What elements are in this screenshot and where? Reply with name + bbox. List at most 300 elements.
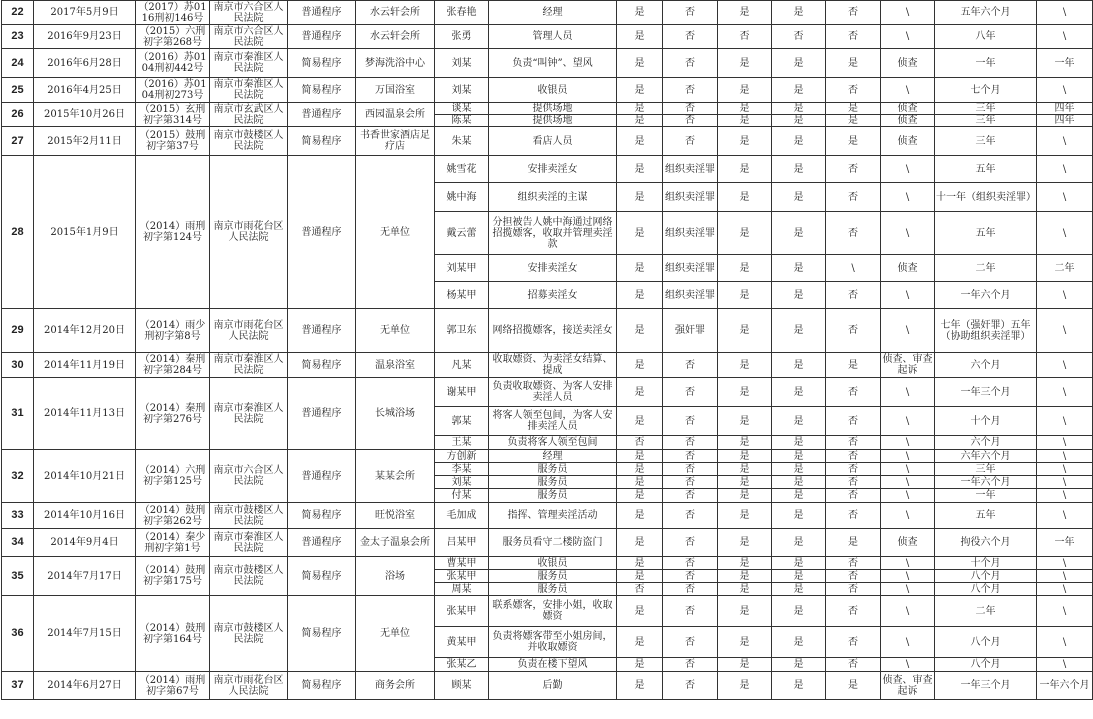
col-b: 否 xyxy=(663,529,718,557)
table-row xyxy=(2,156,1093,183)
court-name: 南京市秦淮区人民法院 xyxy=(210,378,288,450)
venue-name: 书香世家酒店足疗店 xyxy=(356,127,435,156)
col-c: 是 xyxy=(718,489,772,503)
sentence-term: 五年 xyxy=(935,212,1037,255)
table-row xyxy=(2,672,1093,700)
col-d: 是 xyxy=(772,672,826,700)
col-h: \ xyxy=(1037,156,1093,183)
col-a: 是 xyxy=(617,1,663,25)
col-d: 是 xyxy=(772,596,826,627)
procedure-type: 简易程序 xyxy=(288,596,356,672)
judgment-date: 2017年5月9日 xyxy=(34,1,136,25)
case-document-number: （2016）苏0104刑初442号 xyxy=(136,49,210,78)
col-h: \ xyxy=(1037,282,1093,309)
case-document-number: （2014）秦少刑初字第1号 xyxy=(136,529,210,557)
col-c: 是 xyxy=(718,183,772,212)
col-a: 是 xyxy=(617,127,663,156)
col-b: 否 xyxy=(663,78,718,103)
procedure-type: 普通程序 xyxy=(288,450,356,503)
col-a: 否 xyxy=(617,583,663,596)
role: 负责收取嫖资、为客人安排卖淫人员 xyxy=(489,378,617,407)
sentence-term: 五年六个月 xyxy=(935,1,1037,25)
col-a: 是 xyxy=(617,115,663,127)
court-name: 南京市鼓楼区人民法院 xyxy=(210,596,288,672)
col-e: 否 xyxy=(826,503,881,529)
role: 联系嫖客，安排小姐，收取嫖资 xyxy=(489,596,617,627)
col-a: 是 xyxy=(617,407,663,436)
judgment-date: 2015年1月9日 xyxy=(34,156,136,309)
col-d: 是 xyxy=(772,378,826,407)
defendant-name: 周某 xyxy=(435,583,489,596)
col-c: 是 xyxy=(718,627,772,658)
col-b: 强奸罪 xyxy=(663,309,718,353)
table-row xyxy=(2,353,1093,378)
table-row xyxy=(2,378,1093,407)
col-f: \ xyxy=(881,463,935,476)
defendant-name: 姚中海 xyxy=(435,183,489,212)
role: 后勤 xyxy=(489,672,617,700)
table-row xyxy=(2,49,1093,78)
case-number: 27 xyxy=(2,127,34,156)
col-d: 是 xyxy=(772,407,826,436)
procedure-type: 简易程序 xyxy=(288,49,356,78)
defendant-name: 凡某 xyxy=(435,353,489,378)
procedure-type: 普通程序 xyxy=(288,378,356,450)
case-table xyxy=(1,0,1093,700)
col-a: 是 xyxy=(617,255,663,282)
col-h: 四年 xyxy=(1037,103,1093,115)
defendant-name: 郭某 xyxy=(435,407,489,436)
col-c: 是 xyxy=(718,353,772,378)
procedure-type: 普通程序 xyxy=(288,529,356,557)
defendant-name: 毛加成 xyxy=(435,503,489,529)
col-a: 是 xyxy=(617,378,663,407)
case-document-number: （2014）雨少刑初字第8号 xyxy=(136,309,210,353)
defendant-name: 刘某 xyxy=(435,49,489,78)
col-f: 侦查 xyxy=(881,103,935,115)
col-d: 是 xyxy=(772,49,826,78)
col-e: 是 xyxy=(826,103,881,115)
sentence-term: 八个月 xyxy=(935,627,1037,658)
col-h: \ xyxy=(1037,1,1093,25)
col-h: 一年 xyxy=(1037,49,1093,78)
col-d: 是 xyxy=(772,436,826,450)
col-c: 是 xyxy=(718,282,772,309)
col-b: 组织卖淫罪 xyxy=(663,255,718,282)
col-a: 是 xyxy=(617,658,663,672)
col-e: 是 xyxy=(826,672,881,700)
sentence-term: 二年 xyxy=(935,255,1037,282)
sentence-term: 七个月 xyxy=(935,78,1037,103)
col-b: 否 xyxy=(663,436,718,450)
col-d: 否 xyxy=(772,25,826,49)
col-b: 否 xyxy=(663,127,718,156)
col-e: 否 xyxy=(826,596,881,627)
col-a: 是 xyxy=(617,183,663,212)
col-c: 是 xyxy=(718,557,772,570)
col-a: 是 xyxy=(617,78,663,103)
case-document-number: （2017）苏0116刑初146号 xyxy=(136,1,210,25)
col-f: \ xyxy=(881,596,935,627)
col-f: \ xyxy=(881,627,935,658)
col-a: 是 xyxy=(617,570,663,583)
col-b: 否 xyxy=(663,25,718,49)
table-row xyxy=(2,78,1093,103)
case-document-number: （2015）鼓刑初字第37号 xyxy=(136,127,210,156)
defendant-name: 顾某 xyxy=(435,672,489,700)
venue-name: 无单位 xyxy=(356,156,435,309)
table-row xyxy=(2,25,1093,49)
case-number: 24 xyxy=(2,49,34,78)
role: 负责在楼下望风 xyxy=(489,658,617,672)
case-document-number: （2014）六刑初字第125号 xyxy=(136,450,210,503)
col-e: 否 xyxy=(826,570,881,583)
col-b: 否 xyxy=(663,407,718,436)
case-number: 28 xyxy=(2,156,34,309)
venue-name: 某某会所 xyxy=(356,450,435,503)
col-f: \ xyxy=(881,25,935,49)
col-d: 是 xyxy=(772,78,826,103)
col-e: 否 xyxy=(826,212,881,255)
venue-name: 浴场 xyxy=(356,557,435,596)
court-name: 南京市鼓楼区人民法院 xyxy=(210,557,288,596)
table-body xyxy=(2,1,1093,700)
col-c: 是 xyxy=(718,476,772,489)
sentence-term: 三年 xyxy=(935,103,1037,115)
col-a: 是 xyxy=(617,529,663,557)
col-h: \ xyxy=(1037,476,1093,489)
sentence-term: 五年 xyxy=(935,156,1037,183)
defendant-name: 郭卫东 xyxy=(435,309,489,353)
col-d: 是 xyxy=(772,658,826,672)
col-f: \ xyxy=(881,156,935,183)
case-number: 23 xyxy=(2,25,34,49)
col-c: 是 xyxy=(718,49,772,78)
role: 收银员 xyxy=(489,557,617,570)
col-h: \ xyxy=(1037,212,1093,255)
table-row xyxy=(2,596,1093,627)
col-a: 是 xyxy=(617,450,663,463)
col-e: \ xyxy=(826,255,881,282)
role: 分担被告人姚中海通过网络招揽嫖客，收取并管理卖淫款 xyxy=(489,212,617,255)
role: 经理 xyxy=(489,1,617,25)
col-c: 是 xyxy=(718,309,772,353)
col-e: 否 xyxy=(826,463,881,476)
role: 提供场地 xyxy=(489,115,617,127)
col-f: 侦查 xyxy=(881,127,935,156)
col-d: 是 xyxy=(772,1,826,25)
defendant-name: 张某甲 xyxy=(435,570,489,583)
col-e: 是 xyxy=(826,127,881,156)
court-name: 南京市雨花台区人民法院 xyxy=(210,309,288,353)
col-h: \ xyxy=(1037,78,1093,103)
venue-name: 万国浴室 xyxy=(356,78,435,103)
col-c: 是 xyxy=(718,78,772,103)
col-f: 侦查 xyxy=(881,529,935,557)
col-f: \ xyxy=(881,183,935,212)
role: 提供场地 xyxy=(489,103,617,115)
col-b: 否 xyxy=(663,627,718,658)
venue-name: 商务会所 xyxy=(356,672,435,700)
case-document-number: （2015）六刑初字第268号 xyxy=(136,25,210,49)
sentence-term: 七年（强奸罪）五年（协助组织卖淫罪） xyxy=(935,309,1037,353)
col-e: 是 xyxy=(826,353,881,378)
court-name: 南京市雨花台区人民法院 xyxy=(210,672,288,700)
col-a: 否 xyxy=(617,436,663,450)
col-a: 是 xyxy=(617,25,663,49)
col-c: 是 xyxy=(718,658,772,672)
col-f: \ xyxy=(881,212,935,255)
col-e: 否 xyxy=(826,436,881,450)
col-b: 否 xyxy=(663,103,718,115)
defendant-name: 谈某 xyxy=(435,103,489,115)
case-number: 29 xyxy=(2,309,34,353)
venue-name: 无单位 xyxy=(356,309,435,353)
col-f: 侦查、审查起诉 xyxy=(882,354,933,376)
case-document-number: （2014）秦刑初字第276号 xyxy=(136,378,210,450)
defendant-name: 吕某甲 xyxy=(435,529,489,557)
sentence-term: 一年 xyxy=(935,489,1037,503)
col-h: 四年 xyxy=(1037,115,1093,127)
defendant-name: 方创新 xyxy=(435,450,489,463)
col-a: 是 xyxy=(617,103,663,115)
sentence-term: 十一年（组织卖淫罪） xyxy=(935,183,1037,212)
procedure-type: 普通程序 xyxy=(288,309,356,353)
judgment-date: 2016年9月23日 xyxy=(34,25,136,49)
col-d: 是 xyxy=(772,529,826,557)
col-c: 是 xyxy=(718,156,772,183)
judgment-date: 2015年2月11日 xyxy=(34,127,136,156)
case-number: 22 xyxy=(2,1,34,25)
court-name: 南京市雨花台区人民法院 xyxy=(210,156,288,309)
case-document-number: （2014）鼓刑初字第164号 xyxy=(136,596,210,672)
col-c: 是 xyxy=(718,127,772,156)
col-c: 否 xyxy=(718,25,772,49)
col-c: 是 xyxy=(718,596,772,627)
judgment-date: 2015年10月26日 xyxy=(34,103,136,127)
col-c: 是 xyxy=(718,503,772,529)
table-row xyxy=(2,529,1093,557)
col-h: \ xyxy=(1037,127,1093,156)
col-b: 否 xyxy=(663,489,718,503)
col-c: 是 xyxy=(718,672,772,700)
court-name: 南京市鼓楼区人民法院 xyxy=(210,503,288,529)
case-number: 35 xyxy=(2,557,34,596)
role: 网络招揽嫖客，接送卖淫女 xyxy=(489,309,617,353)
sentence-term: 八个月 xyxy=(935,583,1037,596)
procedure-type: 普通程序 xyxy=(288,25,356,49)
judgment-date: 2014年12月20日 xyxy=(34,309,136,353)
defendant-name: 刘某 xyxy=(435,78,489,103)
role: 安排卖淫女 xyxy=(489,156,617,183)
case-number: 32 xyxy=(2,450,34,503)
sentence-term: 八个月 xyxy=(935,658,1037,672)
judgment-date: 2014年11月19日 xyxy=(34,353,136,378)
col-e: 否 xyxy=(826,156,881,183)
col-d: 是 xyxy=(772,583,826,596)
judgment-date: 2014年6月27日 xyxy=(34,672,136,700)
col-b: 否 xyxy=(663,115,718,127)
case-number: 31 xyxy=(2,378,34,450)
col-h: \ xyxy=(1037,489,1093,503)
col-e: 否 xyxy=(826,489,881,503)
col-f: \ xyxy=(881,658,935,672)
col-b: 否 xyxy=(663,570,718,583)
sentence-term: 三年 xyxy=(935,115,1037,127)
case-document-number: （2014）雨刑初字第67号 xyxy=(136,672,210,700)
col-h: \ xyxy=(1037,570,1093,583)
col-d: 是 xyxy=(772,212,826,255)
venue-name: 旺悦浴室 xyxy=(356,503,435,529)
col-f: 侦查 xyxy=(881,255,935,282)
defendant-name: 朱某 xyxy=(435,127,489,156)
col-e: 否 xyxy=(826,25,881,49)
col-d: 是 xyxy=(772,255,826,282)
col-b: 否 xyxy=(663,450,718,463)
case-document-number: （2014）鼓刑初字第175号 xyxy=(136,557,210,596)
col-f: \ xyxy=(881,503,935,529)
col-a: 是 xyxy=(617,309,663,353)
col-d: 是 xyxy=(772,156,826,183)
col-d: 是 xyxy=(772,627,826,658)
table-row xyxy=(2,1,1093,25)
col-c: 是 xyxy=(718,255,772,282)
col-b: 否 xyxy=(663,583,718,596)
case-number: 33 xyxy=(2,503,34,529)
case-number: 36 xyxy=(2,596,34,672)
court-name: 南京市秦淮区人民法院 xyxy=(210,529,288,557)
col-f: \ xyxy=(881,476,935,489)
court-name: 南京市秦淮区人民法院 xyxy=(210,78,288,103)
role: 看店人员 xyxy=(489,127,617,156)
col-c: 是 xyxy=(718,1,772,25)
role: 负责“叫钟”、望风 xyxy=(489,49,617,78)
col-d: 是 xyxy=(772,489,826,503)
venue-name: 金太子温泉会所 xyxy=(356,529,435,557)
col-d: 是 xyxy=(772,103,826,115)
sentence-term: 一年六个月 xyxy=(935,476,1037,489)
defendant-name: 谢某甲 xyxy=(435,378,489,407)
sentence-term: 十个月 xyxy=(935,557,1037,570)
col-b: 否 xyxy=(663,672,718,700)
col-h: \ xyxy=(1037,596,1093,627)
col-h: \ xyxy=(1037,658,1093,672)
col-b: 否 xyxy=(663,1,718,25)
case-number: 37 xyxy=(2,672,34,700)
procedure-type: 简易程序 xyxy=(288,78,356,103)
col-e: 否 xyxy=(826,627,881,658)
col-h: \ xyxy=(1037,353,1093,378)
role: 收银员 xyxy=(489,78,617,103)
role: 安排卖淫女 xyxy=(489,255,617,282)
col-e: 否 xyxy=(826,78,881,103)
col-a: 是 xyxy=(617,596,663,627)
col-f: \ xyxy=(881,436,935,450)
col-b: 组织卖淫罪 xyxy=(663,156,718,183)
col-h: \ xyxy=(1037,25,1093,49)
procedure-type: 简易程序 xyxy=(288,672,356,700)
judgment-date: 2016年6月28日 xyxy=(34,49,136,78)
sentence-term: 六年六个月 xyxy=(935,450,1037,463)
col-b: 否 xyxy=(663,476,718,489)
table-row xyxy=(2,127,1093,156)
col-f: \ xyxy=(881,489,935,503)
col-f: \ xyxy=(881,450,935,463)
role: 指挥、管理卖淫活动 xyxy=(489,503,617,529)
col-f: 侦查 xyxy=(881,49,935,78)
col-d: 是 xyxy=(772,557,826,570)
case-number: 34 xyxy=(2,529,34,557)
col-f: \ xyxy=(881,309,935,353)
sentence-term: 一年三个月 xyxy=(935,672,1037,700)
col-h: \ xyxy=(1037,407,1093,436)
col-d: 是 xyxy=(772,463,826,476)
case-document-number: （2016）苏0104刑初273号 xyxy=(136,78,210,103)
col-a: 是 xyxy=(617,282,663,309)
col-e: 否 xyxy=(826,407,881,436)
sentence-term: 六个月 xyxy=(935,436,1037,450)
col-a: 是 xyxy=(617,353,663,378)
col-c: 是 xyxy=(718,407,772,436)
col-h: 二年 xyxy=(1037,255,1093,282)
col-d: 是 xyxy=(772,450,826,463)
col-c: 是 xyxy=(718,378,772,407)
col-f: \ xyxy=(881,282,935,309)
col-c: 是 xyxy=(718,103,772,115)
case-document-number: （2014）秦刑初字第284号 xyxy=(136,353,210,378)
defendant-name: 陈某 xyxy=(435,115,489,127)
col-e: 是 xyxy=(826,49,881,78)
role: 将客人领至包间，为客人安排卖淫人员 xyxy=(489,407,617,436)
col-a: 是 xyxy=(617,557,663,570)
judgment-date: 2014年11月13日 xyxy=(34,378,136,450)
col-h: \ xyxy=(1037,583,1093,596)
table-row xyxy=(2,503,1093,529)
col-d: 是 xyxy=(772,183,826,212)
col-d: 是 xyxy=(772,570,826,583)
venue-name: 水云轩会所 xyxy=(356,25,435,49)
case-document-number: （2014）雨刑初字第124号 xyxy=(136,156,210,309)
col-b: 否 xyxy=(663,658,718,672)
col-f: \ xyxy=(881,378,935,407)
procedure-type: 简易程序 xyxy=(288,503,356,529)
venue-name: 西园温泉会所 xyxy=(356,103,435,127)
role: 负责将客人领至包间 xyxy=(489,436,617,450)
defendant-name: 张春艳 xyxy=(435,1,489,25)
col-f: \ xyxy=(881,1,935,25)
court-name: 南京市秦淮区人民法院 xyxy=(210,353,288,378)
col-a: 是 xyxy=(617,672,663,700)
col-f: \ xyxy=(881,583,935,596)
col-e: 否 xyxy=(826,557,881,570)
role: 服务员 xyxy=(489,463,617,476)
role: 招募卖淫女 xyxy=(489,282,617,309)
role: 服务员 xyxy=(489,570,617,583)
col-h: \ xyxy=(1037,436,1093,450)
col-a: 是 xyxy=(617,212,663,255)
role: 管理人员 xyxy=(489,25,617,49)
col-h: \ xyxy=(1037,378,1093,407)
col-c: 是 xyxy=(718,570,772,583)
col-c: 是 xyxy=(718,583,772,596)
col-e: 否 xyxy=(826,183,881,212)
col-b: 组织卖淫罪 xyxy=(663,212,718,255)
col-e: 否 xyxy=(826,658,881,672)
col-d: 是 xyxy=(772,309,826,353)
judgment-date: 2014年7月17日 xyxy=(34,557,136,596)
col-d: 是 xyxy=(772,353,826,378)
sentence-term: 六个月 xyxy=(935,353,1037,378)
